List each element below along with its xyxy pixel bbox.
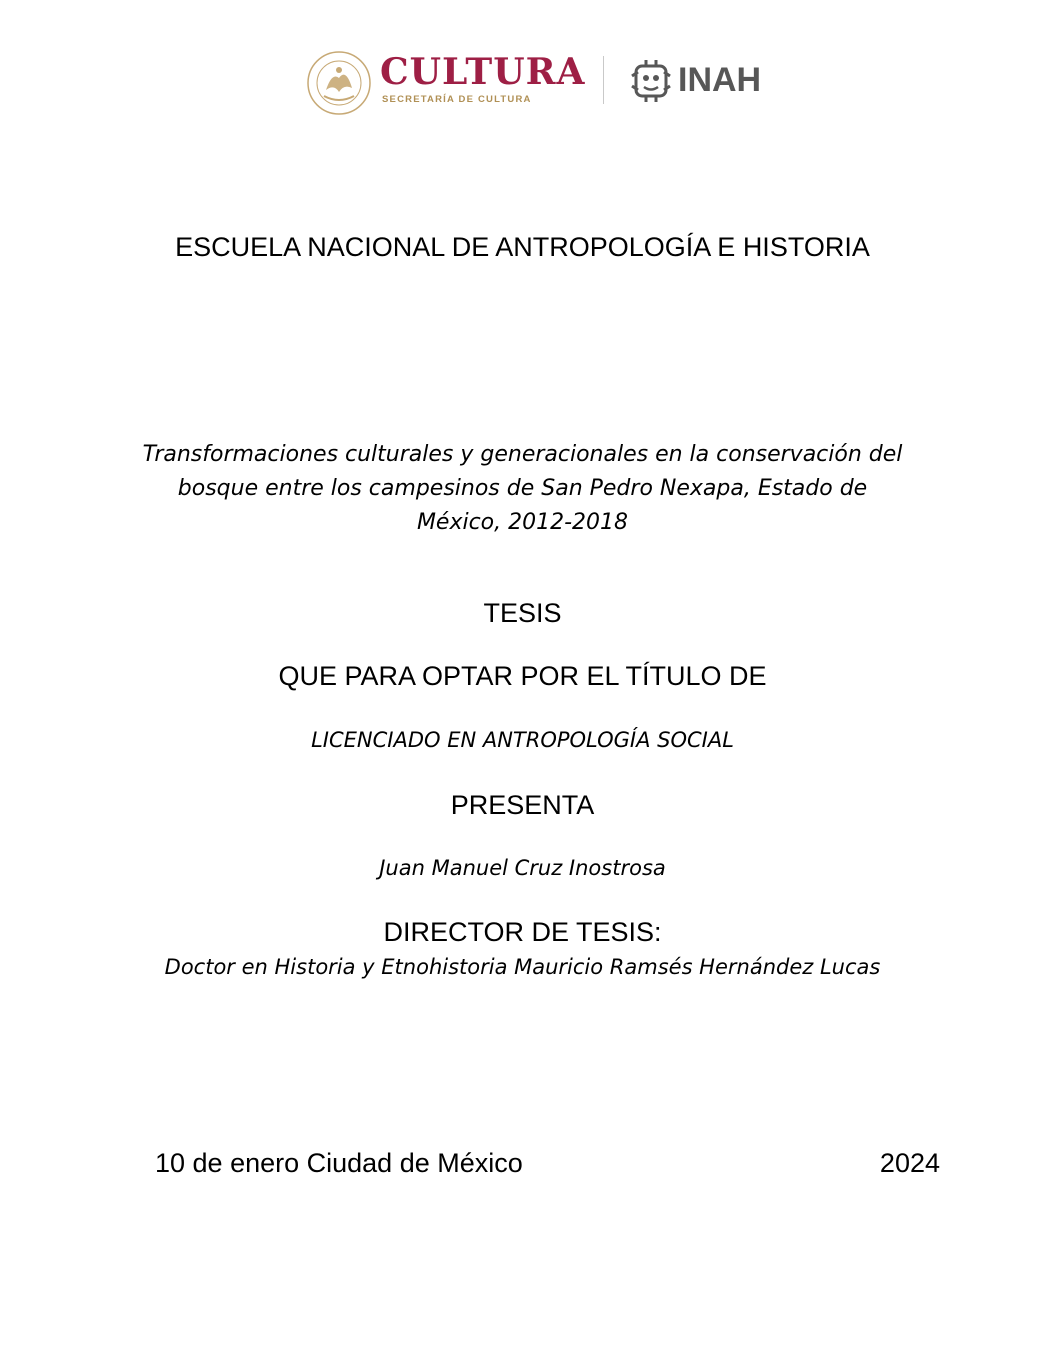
cultura-logo-text: CULTURA	[380, 51, 586, 93]
thesis-purpose: QUE PARA OPTAR POR EL TÍTULO DE	[278, 661, 767, 691]
director-name: Doctor en Historia y Etnohistoria Mauricio Ramsés Hernández Lucas	[164, 955, 881, 979]
logo-divider	[603, 56, 604, 104]
cultura-logo-subtitle: SECRETARÍA DE CULTURA	[382, 94, 532, 105]
inah-glyph-icon	[628, 58, 674, 104]
presents-label: PRESENTA	[450, 790, 595, 820]
institution-name: ESCUELA NACIONAL DE ANTROPOLOGÍA E HISTORIA	[175, 232, 870, 262]
year: 2024	[879, 1148, 940, 1178]
mexican-seal-icon	[306, 50, 372, 116]
thesis-title: Transformaciones culturales y generacionales en la conservación del bosque entre los campesinos de San Pedro Nexapa, Estado de México, 2012-2018	[142, 442, 903, 535]
thesis-type: TESIS	[483, 598, 562, 628]
director-label: DIRECTOR DE TESIS:	[383, 917, 662, 947]
author-name: Juan Manuel Cruz Inostrosa	[379, 856, 666, 880]
inah-logo-text: INAH	[678, 61, 762, 99]
degree-title: LICENCIADO EN ANTROPOLOGÍA SOCIAL	[311, 728, 734, 752]
date-place: 10 de enero Ciudad de México	[155, 1148, 523, 1178]
header-logos	[306, 48, 776, 114]
